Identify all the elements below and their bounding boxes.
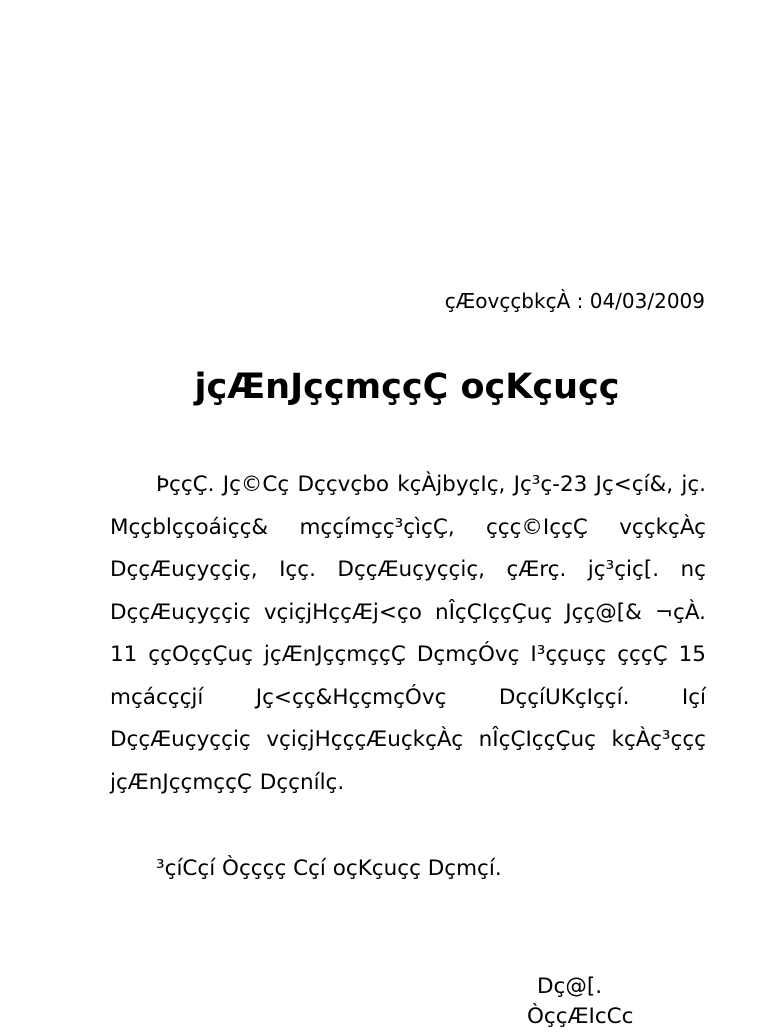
document-title: jçÆnJççmççÇ oçKçuçç [194,367,620,407]
signature-line-1: Dç@[. [537,974,603,999]
signature-block [527,972,634,1032]
date-line: çÆovççbkçÀ : 04/03/2009 [444,289,705,313]
body-text: ÞççÇ. Jç©Cç Dççvçbo kçÀjbyçIç, Jç³ç-23 Jç<çí&, jç. Mççblççoáiçç& mççímçç³çìçÇ, ççç©IççÇ vççkçÀç DççÆuçyççiç, Içç. DççÆuçyççiç, çÆrç. jç³çiç[. nç DççÆuçyççiç vçiçjHççÆj<ço nÎçÇIççÇuç Jçç@[& ¬çÀ. 11 ççOççÇuç jçÆnJççmççÇ DçmçÓvç I³ççuçç çççÇ 15 mçácççjí Jç<çç&HççmçÓvç DççíUKçIççí. Içí DççÆuçyççiç vçiçjHçççÆuçkçÀç nÎçÇIççÇuç kçÀç³ççç jçÆnJççmççÇ Dççnílç. [110,472,706,795]
signature-line-2: ÒççÆIcCc [527,1004,634,1029]
body-paragraph [110,464,706,804]
closing-line: ³çíCçí Òçççç Cçí oçKçuçç Dçmçí. [156,856,502,881]
